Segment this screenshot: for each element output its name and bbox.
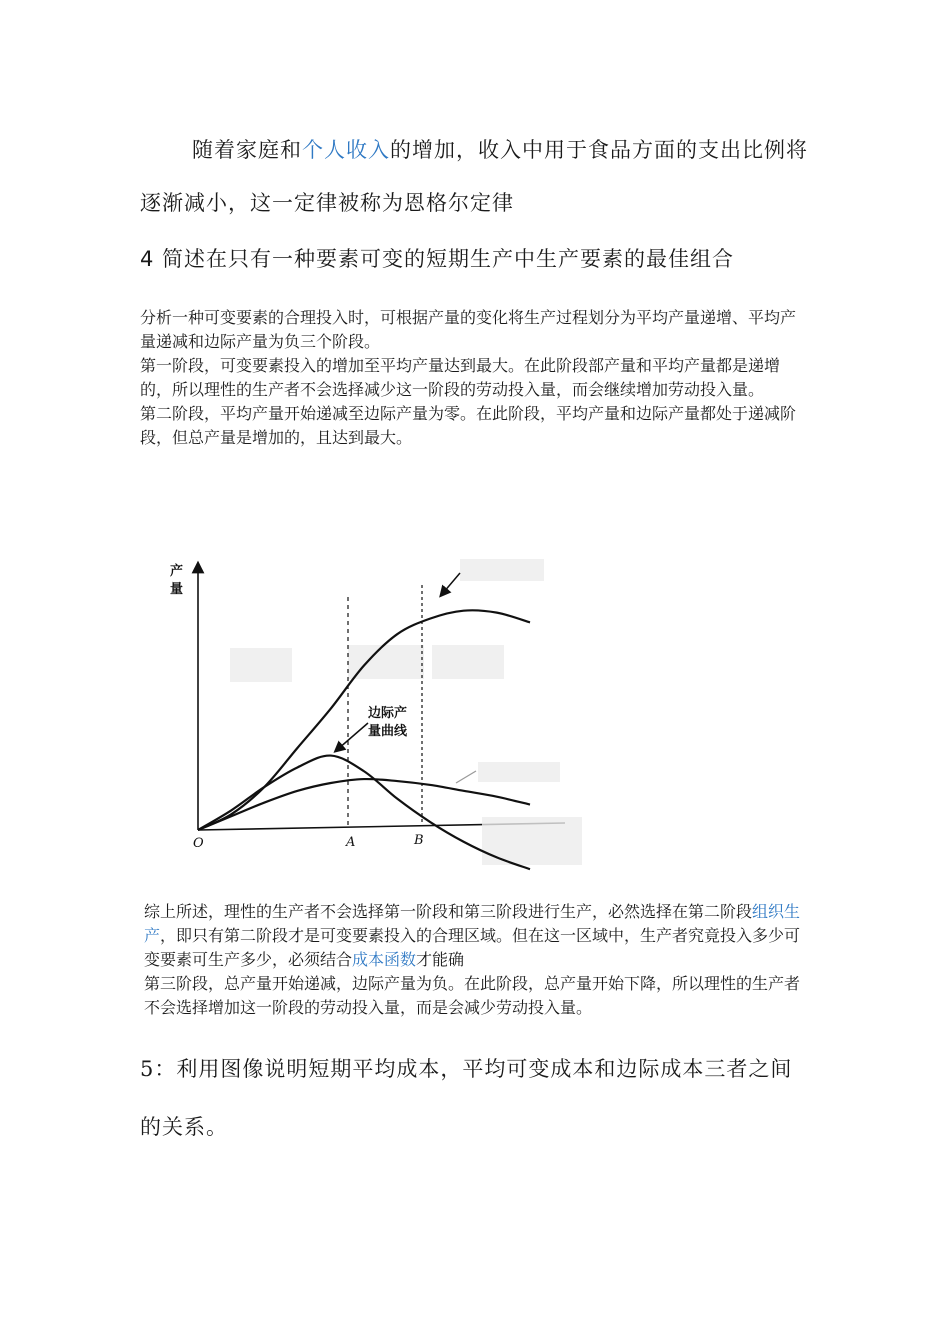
intro-text-before: 随着家庭和 xyxy=(192,138,302,162)
stage-1-label-blur xyxy=(230,648,292,682)
production-stages-figure xyxy=(160,555,600,875)
summary-section xyxy=(144,900,809,1020)
summary-text-1: 综上所述，理性的生产者不会选择第一阶段和第三阶段进行生产，必然选择在第二阶段 xyxy=(144,902,753,921)
stage-2-label-blur xyxy=(348,645,424,679)
total-product-curve xyxy=(198,610,530,830)
analysis-paragraph-1: 分析一种可变要素的合理投入时，可根据产量的变化将生产过程划分为平均产量递增、平均产量递减和边际产量为负三个阶段。 xyxy=(140,308,797,351)
mp-pointer-arrow xyxy=(338,723,368,749)
point-label-b: B xyxy=(414,833,424,848)
summary-paragraph-2: 第三阶段，总产量开始递减，边际产量为负。在此阶段，总产量开始下降，所以理性的生产者不会选择增加这一阶段的劳动投入量，而是会减少劳动投入量。 xyxy=(144,974,801,1017)
question-5-heading: 5：利用图像说明短期平均成本，平均可变成本和边际成本三者之间的关系。 xyxy=(140,1057,793,1139)
organize-production-link[interactable]: 组织生产 xyxy=(144,902,801,945)
mp-label-line-1: 边际产 xyxy=(368,706,408,721)
origin-label: O xyxy=(193,836,204,851)
personal-income-link[interactable]: 个人收入 xyxy=(302,138,390,162)
mp-label-line-2: 量曲线 xyxy=(368,724,408,739)
production-chart xyxy=(160,555,600,875)
summary-paragraph-1 xyxy=(144,900,809,972)
point-label-a: A xyxy=(346,835,356,850)
ap-label-blur xyxy=(478,762,560,782)
summary-text-2: ，即只有第二阶段才是可变要素投入的合理区域。但在这一区域中，生产者究竟投入多少可变要素可生产多少，必须结合 xyxy=(144,926,801,969)
summary-text-3: 才能确 xyxy=(416,950,465,969)
y-axis-label-2: 量 xyxy=(170,582,184,597)
analysis-paragraph-2: 第一阶段，可变要素投入的增加至平均产量达到最大。在此阶段部产量和平均产量都是递增的，所以理性的生产者不会选择减少这一阶段的劳动投入量，而会继续增加劳动投入量。 xyxy=(140,356,781,399)
stage-3-label-blur xyxy=(432,645,504,679)
analysis-paragraph-3: 第二阶段，平均产量开始递减至边际产量为零。在此阶段，平均产量和边际产量都处于递减阶段，但总产量是增加的，且达到最大。 xyxy=(140,404,797,447)
question-4-heading: 4 简述在只有一种要素可变的短期生产中生产要素的最佳组合 xyxy=(140,247,735,271)
tp-pointer-arrow xyxy=(443,573,460,593)
ap-pointer-arrow xyxy=(456,771,476,783)
average-product-curve xyxy=(198,779,530,830)
analysis-section xyxy=(140,306,810,450)
intro-text-after: 的增加，收入中用于食品方面的支出比例将逐渐减小，这一定律被称为恩格尔定律 xyxy=(140,138,808,215)
y-axis-label-1: 产 xyxy=(170,564,184,579)
engel-law-paragraph xyxy=(140,124,810,230)
tp-label-blur xyxy=(460,559,544,581)
cost-function-link[interactable]: 成本函数 xyxy=(352,950,417,969)
